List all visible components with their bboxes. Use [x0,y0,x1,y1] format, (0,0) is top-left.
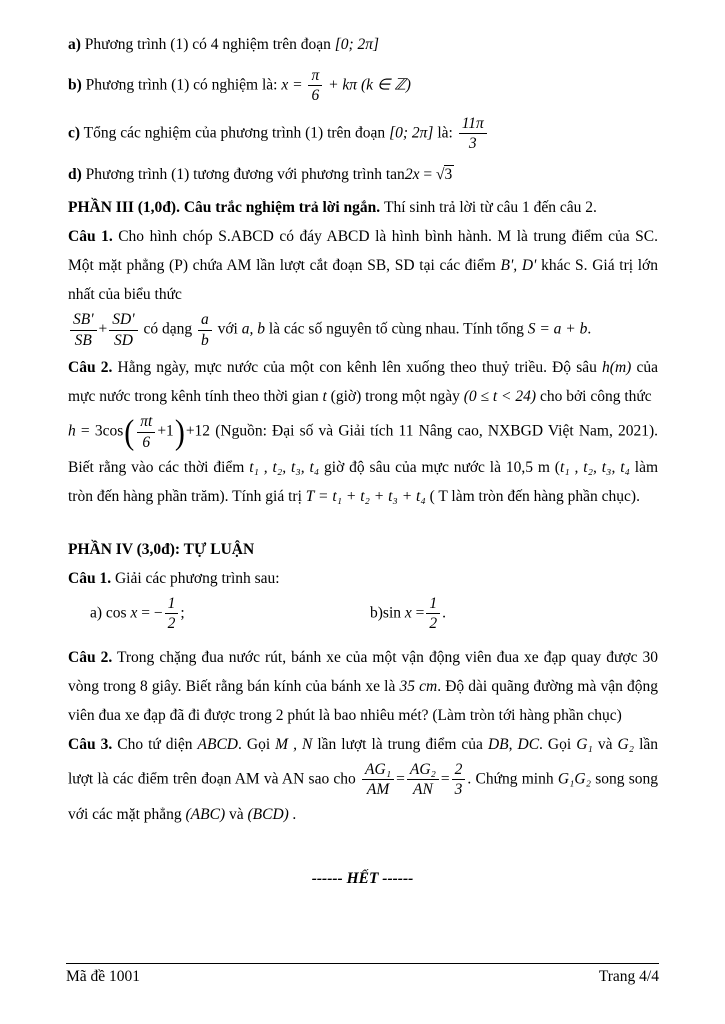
question-text8: ( T làm tròn đến hàng phần chục). [429,487,640,505]
question-text: Cho tứ diện [117,735,193,753]
fraction-denominator: SB [74,331,92,349]
radicand: 3 [444,166,453,184]
question-text6: lần lượt là các điểm trên đoạn AM và AN sao cho [68,735,659,788]
fraction-numerator: AG₁ [362,761,394,780]
fraction-pi-over-6 [308,67,322,105]
question-text9: và [229,806,244,824]
math-G1G2: G₁G₂ [557,770,592,788]
equation-a-end: ; [180,604,185,622]
equation-b [370,593,446,635]
statement-b [68,65,658,107]
page-content [68,30,658,829]
question-text3: có dạng [143,320,193,338]
question-label: Câu 2. [68,648,113,666]
statement-d-label: d) [68,166,82,184]
math-G1: G₁ [576,735,593,753]
part3-question2-text [68,353,658,411]
fraction-numerator: π [308,67,322,86]
fraction-denominator: 3 [468,135,477,153]
question-text6: giờ độ sâu của mực nước là 10,5 m ( [324,458,560,476]
statement-c-label: c) [68,124,81,142]
question-text7: làm tròn đến hàng phần trăm). Tính giá trị [68,458,659,505]
question-text: Trong chặng đua nước rút, bánh xe của một vận động viên đua xe đạp quay được 30 vòng trong 8 giây. Biết rằng bán kính của bánh xe là [68,648,658,695]
fraction-SB [70,311,97,349]
math-equals-minus: = − [141,604,163,622]
fraction-2-over-3 [452,761,466,799]
math-var-t: t [322,388,327,406]
math-points-MN: M , N [275,735,313,753]
statement-c-text2: là: [437,124,453,142]
fraction-1-over-2 [426,595,440,633]
math-plane-BCD: (BCD) . [247,806,297,824]
statement-a-label: a) [68,36,81,53]
math-depth: h(m) [602,359,632,377]
page-footer [66,963,659,986]
radical-sign: √ [435,166,445,184]
fraction-denominator: SD [113,331,133,349]
fraction-numerator: SD' [109,311,137,330]
part4-question2-text [68,643,658,730]
fraction-AG1-over-AM [362,761,394,799]
equation-a-label: a) [90,604,103,622]
fraction-numerator: 2 [452,761,466,780]
math-total-T: T = t₁ + t₂ + t₃ + t₄ [305,487,426,505]
question-text: Cho hình chóp S.ABCD có đáy ABCD là hình bình hành. M là trung điểm của SC. Một mặt phẳng (P) chứa AM lần lượt cắt đoạn SB, SD tại các điểm [68,228,658,275]
question-text4: với [217,320,238,338]
part4-question1-text [68,564,658,593]
part4-question3-text [68,730,658,830]
math-var-h: h [68,422,76,440]
math-equals: = [423,166,433,184]
math-var: x [130,604,138,622]
question-source: (Nguồn: Đại số và Giải tích 11 Nâng cao, NXBGD Việt Nam, 2021). Biết rằng vào các thời điểm [68,422,659,476]
math-times: t₁ , t₂, t₃, t₄ [249,458,320,476]
fraction-numerator: 1 [165,595,179,614]
part4-question1-equations [68,593,658,635]
fraction-numerator: a [198,311,212,330]
math-var: x [404,604,412,622]
fraction-a-over-b [198,311,212,349]
math-var: x = [281,76,303,94]
fraction-numerator: AG₂ [407,761,439,780]
math-domain: (0 ≤ t < 24) [463,388,537,406]
statement-c-text: Tổng các nghiệm của phương trình (1) trên đoạn [83,124,386,142]
exam-code: Mã đề 1001 [66,968,141,985]
math-var: 2x [404,166,420,184]
question-period: . [587,320,592,338]
question-text5: là các số nguyên tố cùng nhau. Tính tổng [268,320,524,338]
fraction-denominator: 6 [311,87,320,105]
fraction-numerator: πt [137,413,155,432]
fraction-pit-over-6 [137,413,155,451]
fraction-numerator: 1 [426,595,440,614]
math-vars: a, b [241,320,265,338]
fraction-denominator: 2 [429,615,438,633]
math-tetrahedron: ABCD [197,735,238,753]
equation-b-end: . [442,604,447,622]
fraction-denominator: 3 [454,780,463,798]
fraction-numerator: SB' [70,311,97,330]
math-term: + kπ [328,76,358,94]
part3-heading-rest: Thí sinh trả lời từ câu 1 đến câu 2. [384,199,597,217]
fraction-numerator: 11π [459,115,487,134]
fraction-denominator: AM [366,780,390,798]
part3-heading-bold: PHẦN III (1,0đ). Câu trắc nghiệm trả lời ngắn. [68,199,381,217]
math-function: cos [105,604,127,622]
question-text4: . Gọi [539,735,572,753]
page-number: Trang 4/4 [598,968,659,985]
math-equals: = [396,770,405,788]
statement-c [68,113,658,155]
math-interval: [0; 2π] [334,36,380,53]
math-equals-3cos: = 3cos [80,422,124,440]
end-of-exam-marker: ------ HẾT ------ [311,870,414,887]
math-times2: t₁ , t₂, t₃, t₄ [559,458,630,476]
question-text: Giải các phương trình sau: [114,569,280,587]
question-text7: . Chứng minh [467,770,554,788]
statement-b-label: b) [68,76,82,94]
math-interval: [0; 2π] [389,124,434,142]
math-function: sin [382,604,402,622]
question-label: Câu 2. [68,359,113,377]
equation-a [90,593,370,635]
part4-heading: PHẦN IV (3,0đ): TỰ LUẬN [68,540,255,558]
fraction-11pi-over-3 [459,115,487,153]
math-condition: (k ∈ ℤ) [360,76,411,94]
question-text2: . Gọi [237,735,271,753]
question-text3: (giờ) trong một ngày [330,388,460,406]
question-label: Câu 1. [68,228,113,246]
math-equals: = [415,604,425,622]
fraction-denominator: 2 [167,615,176,633]
math-function: tan [385,166,405,184]
math-sum: S = a + b [527,320,588,338]
square-root [436,165,454,183]
question-label: Câu 3. [68,735,113,753]
fraction-1-over-2 [165,595,179,633]
question-text5: và [597,735,613,753]
question-label: Câu 1. [68,569,112,587]
fraction-SD [109,311,137,349]
statement-d [68,160,658,189]
part3-question2-formula [68,411,658,511]
question-text2: của mực nước trong kênh tính theo thời gian [68,359,659,406]
fraction-denominator: AN [412,780,433,798]
math-points: B', D' [500,257,537,275]
fraction-AG2-over-AN [407,761,439,799]
math-plus: + [98,320,108,338]
fraction-denominator: b [200,331,209,349]
right-paren: ) [174,413,185,451]
math-plane-ABC: (ABC) [185,806,226,824]
question-text: Hằng ngày, mực nước của một con kênh lên xuống theo thuỷ triều. Độ sâu [117,359,597,377]
statement-b-text: Phương trình (1) có nghiệm là: [85,76,278,94]
question-text4: cho bởi công thức [539,388,652,406]
statement-a-text: Phương trình (1) có 4 nghiệm trên đoạn [84,36,331,53]
left-paren: ( [124,413,135,451]
math-segments: DB, DC [487,735,540,753]
question-text2: . Độ dài quãng đường mà vận động viên đua xe đạp đã đi được trong 2 phút là bao nhiêu mét? (Làm tròn tới hàng phần chục) [68,677,658,724]
statement-a [68,30,658,59]
math-plus-1: +1 [157,422,174,440]
part3-question1-formula [68,309,658,351]
statement-d-text: Phương trình (1) tương đương với phương trình [85,166,382,184]
math-equals: = [440,770,450,788]
question-text2: khác S. Giá trị lớn nhất của biểu thức [68,257,659,304]
fraction-denominator: 6 [142,433,151,451]
math-radius: 35 cm [399,677,438,695]
math-G2: G₂ [617,735,635,753]
question-text3: lần lượt là trung điểm của [317,735,483,753]
part3-heading [68,193,658,222]
math-plus-12: +12 [185,422,211,440]
equation-b-label: b) [370,604,383,622]
part3-question1-text [68,222,658,309]
question-text8: song song với các mặt phẳng [68,770,659,824]
